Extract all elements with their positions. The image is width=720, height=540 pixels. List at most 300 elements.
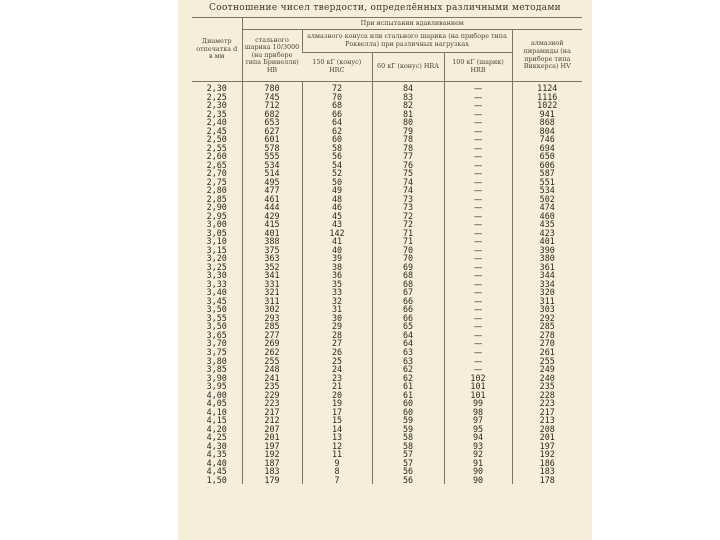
cell-hv: 423	[512, 229, 582, 238]
cell-diameter: 2,75	[206, 176, 227, 187]
cell-hrc: 66	[302, 110, 372, 119]
cell-diameter: 2,45	[206, 125, 227, 136]
cell-hrc: 39	[302, 254, 372, 263]
cell-hrb: —	[444, 322, 512, 331]
cell-diameter: 4,40	[206, 457, 227, 468]
cell-hv: 694	[512, 144, 582, 153]
cell-hv: 1116	[512, 93, 582, 102]
cell-hv: 270	[512, 339, 582, 348]
cell-hra: 63	[372, 357, 444, 366]
cell-hra: 59	[372, 425, 444, 434]
cell-hrc: 60	[302, 135, 372, 144]
cell-hra: 66	[372, 305, 444, 314]
cell-hb: 331	[242, 280, 302, 289]
cell-hv: 311	[512, 297, 582, 306]
cell-diameter: 2,60	[206, 151, 227, 162]
cell-hrb: 95	[444, 425, 512, 434]
table-row	[192, 203, 582, 212]
cell-hra: 68	[372, 271, 444, 280]
cell-hv: 606	[512, 161, 582, 170]
cell-hv: 380	[512, 254, 582, 263]
cell-hra: 74	[372, 186, 444, 195]
cell-diameter: 2,70	[206, 168, 227, 179]
cell-diameter: 4,15	[206, 415, 227, 426]
cell-hra: 66	[372, 314, 444, 323]
cell-hra: 83	[372, 93, 444, 102]
cell-hb: 578	[242, 144, 302, 153]
cell-hrb: —	[444, 254, 512, 263]
cell-hrb: —	[444, 93, 512, 102]
cell-hrb: —	[444, 297, 512, 306]
cell-hv: 228	[512, 391, 582, 400]
table-row	[192, 195, 582, 204]
cell-diameter: 2,30	[206, 100, 227, 111]
cell-hv: 334	[512, 280, 582, 289]
cell-hrb: 91	[444, 459, 512, 468]
cell-hb: 235	[242, 382, 302, 391]
cell-hrc: 8	[302, 467, 372, 476]
cell-hrb: —	[444, 357, 512, 366]
cell-hra: 78	[372, 144, 444, 153]
cell-hv: 235	[512, 382, 582, 391]
cell-hrb: 101	[444, 382, 512, 391]
cell-hv: 474	[512, 203, 582, 212]
cell-hrb: —	[444, 305, 512, 314]
cell-hb: 293	[242, 314, 302, 323]
table-row	[192, 280, 582, 289]
cell-hrb: 101	[444, 391, 512, 400]
cell-hb: 321	[242, 288, 302, 297]
cell-hra: 59	[372, 416, 444, 425]
cell-hv: 208	[512, 425, 582, 434]
cell-hra: 80	[372, 118, 444, 127]
cell-hrb: —	[444, 365, 512, 374]
cell-hrc: 43	[302, 220, 372, 229]
cell-hv: 249	[512, 365, 582, 374]
table-row	[192, 220, 582, 229]
cell-hrc: 14	[302, 425, 372, 434]
cell-hrc: 49	[302, 186, 372, 195]
table-row	[192, 416, 582, 425]
cell-hb: 302	[242, 305, 302, 314]
cell-diameter: 2,25	[206, 91, 227, 102]
cell-hra: 56	[372, 476, 444, 485]
cell-hb: 534	[242, 161, 302, 170]
cell-diameter: 1,50	[206, 474, 227, 485]
cell-hrc: 46	[302, 203, 372, 212]
cell-hrc: 12	[302, 442, 372, 451]
table-row	[192, 433, 582, 442]
cell-hra: 72	[372, 212, 444, 221]
cell-hrb: 93	[444, 442, 512, 451]
table-row	[192, 382, 582, 391]
cell-diameter: 2,80	[206, 185, 227, 196]
cell-hv: 390	[512, 246, 582, 255]
cell-hra: 58	[372, 433, 444, 442]
cell-diameter: 2,40	[206, 117, 227, 128]
cell-hb: 627	[242, 127, 302, 136]
cell-hrc: 54	[302, 161, 372, 170]
cell-hrc: 17	[302, 408, 372, 417]
cell-hra: 75	[372, 169, 444, 178]
cell-hb: 388	[242, 237, 302, 246]
header-hra: 60 кГ (конус) HRA	[372, 53, 444, 82]
cell-hrb: —	[444, 246, 512, 255]
cell-hrc: 62	[302, 127, 372, 136]
cell-hb: 495	[242, 178, 302, 187]
table-row	[192, 101, 582, 110]
cell-hb: 197	[242, 442, 302, 451]
cell-hrb: —	[444, 101, 512, 110]
cell-hra: 67	[372, 288, 444, 297]
table-row	[192, 331, 582, 340]
table-row	[192, 237, 582, 246]
cell-diameter: 2,90	[206, 202, 227, 213]
cell-hrc: 142	[302, 229, 372, 238]
cell-hra: 70	[372, 246, 444, 255]
table-row	[192, 425, 582, 434]
table-row	[192, 246, 582, 255]
cell-diameter: 4,10	[206, 406, 227, 417]
table-row	[192, 374, 582, 383]
cell-hrb: —	[444, 178, 512, 187]
cell-hb: 682	[242, 110, 302, 119]
cell-diameter: 3,40	[206, 287, 227, 298]
cell-hra: 66	[372, 297, 444, 306]
cell-hv: 183	[512, 467, 582, 476]
cell-hrc: 52	[302, 169, 372, 178]
cell-hb: 269	[242, 339, 302, 348]
cell-hv: 217	[512, 408, 582, 417]
cell-hv: 650	[512, 152, 582, 161]
cell-diameter: 3,95	[206, 381, 227, 392]
cell-hb: 241	[242, 374, 302, 383]
cell-hb: 229	[242, 391, 302, 400]
cell-hra: 82	[372, 101, 444, 110]
cell-hrb: —	[444, 127, 512, 136]
cell-hb: 780	[242, 82, 302, 93]
cell-hra: 58	[372, 442, 444, 451]
table-row	[192, 161, 582, 170]
cell-diameter: 3,25	[206, 261, 227, 272]
header-group-top: При испытании вдавливанием	[242, 18, 582, 30]
cell-diameter: 3,45	[206, 295, 227, 306]
table-row	[192, 314, 582, 323]
cell-hb: 653	[242, 118, 302, 127]
cell-hv: 534	[512, 186, 582, 195]
cell-hrb: 98	[444, 408, 512, 417]
cell-hv: 868	[512, 118, 582, 127]
table-row	[192, 322, 582, 331]
cell-hra: 64	[372, 339, 444, 348]
cell-hv: 435	[512, 220, 582, 229]
cell-hv: 278	[512, 331, 582, 340]
cell-hrc: 24	[302, 365, 372, 374]
cell-hrb: —	[444, 152, 512, 161]
cell-hra: 62	[372, 365, 444, 374]
cell-hrc: 27	[302, 339, 372, 348]
cell-hv: 502	[512, 195, 582, 204]
cell-hrb: —	[444, 203, 512, 212]
table-row	[192, 459, 582, 468]
cell-hrb: —	[444, 135, 512, 144]
cell-hrb: —	[444, 220, 512, 229]
cell-hrb: —	[444, 339, 512, 348]
cell-hra: 64	[372, 331, 444, 340]
cell-hb: 262	[242, 348, 302, 357]
cell-hrc: 45	[302, 212, 372, 221]
table-row	[192, 339, 582, 348]
cell-hrc: 21	[302, 382, 372, 391]
header-group-sub: алмазного конуса или стального шарика (на приборе типа Роквелла) при различных нагрузках	[302, 30, 512, 53]
table-row	[192, 82, 582, 93]
cell-diameter: 4,25	[206, 432, 227, 443]
cell-hv: 1124	[512, 82, 582, 93]
cell-hb: 187	[242, 459, 302, 468]
cell-hv: 261	[512, 348, 582, 357]
cell-hrb: —	[444, 263, 512, 272]
cell-hrc: 70	[302, 93, 372, 102]
cell-hb: 745	[242, 93, 302, 102]
cell-hra: 77	[372, 152, 444, 161]
cell-diameter: 3,85	[206, 364, 227, 375]
cell-hrc: 40	[302, 246, 372, 255]
cell-hrc: 11	[302, 450, 372, 459]
cell-diameter: 3,55	[206, 312, 227, 323]
cell-diameter: 2,50	[206, 134, 227, 145]
cell-diameter: 3,65	[206, 329, 227, 340]
cell-hv: 587	[512, 169, 582, 178]
cell-hrc: 50	[302, 178, 372, 187]
cell-hv: 223	[512, 399, 582, 408]
cell-hra: 73	[372, 195, 444, 204]
scanned-page	[178, 0, 592, 540]
cell-hrb: 99	[444, 399, 512, 408]
cell-diameter: 3,00	[206, 219, 227, 230]
cell-hra: 76	[372, 161, 444, 170]
cell-diameter: 3,90	[206, 372, 227, 383]
table-row	[192, 297, 582, 306]
cell-hrc: 19	[302, 399, 372, 408]
cell-hrc: 15	[302, 416, 372, 425]
cell-hv: 303	[512, 305, 582, 314]
cell-hra: 57	[372, 450, 444, 459]
cell-hb: 201	[242, 433, 302, 442]
table-row	[192, 288, 582, 297]
table-row	[192, 127, 582, 136]
header-hrc: 150 кГ (конус) HRC	[302, 53, 372, 82]
cell-hrb: 92	[444, 450, 512, 459]
cell-hb: 311	[242, 297, 302, 306]
cell-hrc: 28	[302, 331, 372, 340]
cell-diameter: 3,30	[206, 270, 227, 281]
cell-hv: 320	[512, 288, 582, 297]
header-hv: алмазной пирамиды (на приборе типа Виккерса) HV	[512, 30, 582, 82]
cell-hb: 555	[242, 152, 302, 161]
cell-hrb: 94	[444, 433, 512, 442]
cell-hra: 60	[372, 399, 444, 408]
cell-hv: 285	[512, 322, 582, 331]
cell-hrb: —	[444, 195, 512, 204]
cell-hra: 74	[372, 178, 444, 187]
cell-hra: 70	[372, 254, 444, 263]
cell-diameter: 2,95	[206, 210, 227, 221]
cell-hv: 213	[512, 416, 582, 425]
cell-hra: 61	[372, 382, 444, 391]
table-row	[192, 357, 582, 366]
cell-hv: 804	[512, 127, 582, 136]
cell-hb: 429	[242, 212, 302, 221]
cell-hb: 712	[242, 101, 302, 110]
cell-hb: 352	[242, 263, 302, 272]
hardness-table	[192, 17, 582, 484]
cell-hb: 444	[242, 203, 302, 212]
table-row	[192, 135, 582, 144]
table-row	[192, 254, 582, 263]
cell-diameter: 3,10	[206, 236, 227, 247]
cell-hv: 292	[512, 314, 582, 323]
cell-hb: 179	[242, 476, 302, 485]
table-row	[192, 408, 582, 417]
cell-hb: 477	[242, 186, 302, 195]
cell-diameter: 4,30	[206, 440, 227, 451]
cell-hrb: —	[444, 288, 512, 297]
cell-hrb: —	[444, 144, 512, 153]
table-row	[192, 178, 582, 187]
cell-hb: 461	[242, 195, 302, 204]
cell-diameter: 2,55	[206, 142, 227, 153]
cell-hv: 401	[512, 237, 582, 246]
table-row	[192, 212, 582, 221]
table-row	[192, 271, 582, 280]
cell-diameter: 3,33	[206, 278, 227, 289]
cell-hrc: 56	[302, 152, 372, 161]
table-row	[192, 229, 582, 238]
cell-hra: 71	[372, 237, 444, 246]
cell-hra: 68	[372, 280, 444, 289]
table-row	[192, 348, 582, 357]
cell-hrc: 23	[302, 374, 372, 383]
table-row	[192, 186, 582, 195]
cell-diameter: 3,70	[206, 338, 227, 349]
cell-hv: 460	[512, 212, 582, 221]
table-row	[192, 93, 582, 102]
cell-hrc: 7	[302, 476, 372, 485]
table-row	[192, 467, 582, 476]
cell-diameter: 3,50	[206, 321, 227, 332]
table-row	[192, 263, 582, 272]
cell-hrb: 90	[444, 467, 512, 476]
cell-hrc: 64	[302, 118, 372, 127]
cell-hrc: 20	[302, 391, 372, 400]
cell-diameter: 3,80	[206, 355, 227, 366]
cell-hrb: —	[444, 331, 512, 340]
cell-diameter: 4,00	[206, 389, 227, 400]
cell-hra: 79	[372, 127, 444, 136]
cell-hv: 746	[512, 135, 582, 144]
table-row	[192, 144, 582, 153]
cell-hv: 344	[512, 271, 582, 280]
cell-hb: 183	[242, 467, 302, 476]
cell-hrc: 36	[302, 271, 372, 280]
cell-hra: 84	[372, 82, 444, 93]
cell-hv: 551	[512, 178, 582, 187]
cell-diameter: 3,75	[206, 346, 227, 357]
cell-hra: 61	[372, 391, 444, 400]
cell-diameter: 3,15	[206, 244, 227, 255]
cell-hrb: —	[444, 110, 512, 119]
cell-hv: 941	[512, 110, 582, 119]
cell-hv: 186	[512, 459, 582, 468]
table-row	[192, 118, 582, 127]
table-row	[192, 442, 582, 451]
table-row	[192, 169, 582, 178]
cell-hra: 62	[372, 374, 444, 383]
cell-hra: 71	[372, 229, 444, 238]
cell-hra: 57	[372, 459, 444, 468]
cell-hrc: 30	[302, 314, 372, 323]
cell-hrc: 33	[302, 288, 372, 297]
cell-hrc: 32	[302, 297, 372, 306]
cell-hv: 361	[512, 263, 582, 272]
cell-hrb: —	[444, 314, 512, 323]
cell-hb: 341	[242, 271, 302, 280]
table-row	[192, 476, 582, 485]
cell-hv: 192	[512, 450, 582, 459]
cell-hrc: 31	[302, 305, 372, 314]
cell-hra: 63	[372, 348, 444, 357]
cell-diameter: 3,50	[206, 304, 227, 315]
cell-hrc: 41	[302, 237, 372, 246]
cell-hrb: —	[444, 237, 512, 246]
cell-hrb: 97	[444, 416, 512, 425]
cell-hb: 192	[242, 450, 302, 459]
cell-diameter: 2,35	[206, 108, 227, 119]
cell-hrc: 58	[302, 144, 372, 153]
table-row	[192, 110, 582, 119]
table-row	[192, 450, 582, 459]
cell-hra: 69	[372, 263, 444, 272]
table-row	[192, 152, 582, 161]
table-row	[192, 391, 582, 400]
cell-hv: 178	[512, 476, 582, 485]
cell-hrc: 29	[302, 322, 372, 331]
cell-hv: 1022	[512, 101, 582, 110]
cell-hb: 212	[242, 416, 302, 425]
cell-hrc: 68	[302, 101, 372, 110]
cell-hrb: —	[444, 212, 512, 221]
cell-hb: 514	[242, 169, 302, 178]
cell-hrc: 13	[302, 433, 372, 442]
cell-hb: 601	[242, 135, 302, 144]
cell-hb: 255	[242, 357, 302, 366]
cell-diameter: 4,35	[206, 449, 227, 460]
cell-hb: 401	[242, 229, 302, 238]
header-row-1	[192, 18, 582, 30]
cell-hrc: 38	[302, 263, 372, 272]
cell-hrb: —	[444, 348, 512, 357]
cell-hb: 277	[242, 331, 302, 340]
cell-hv: 201	[512, 433, 582, 442]
header-hrb: 100 кГ (шарик) HRB	[444, 53, 512, 82]
cell-hb: 375	[242, 246, 302, 255]
cell-diameter: 4,20	[206, 423, 227, 434]
cell-hrb: —	[444, 161, 512, 170]
cell-hrb: 90	[444, 476, 512, 485]
header-hb: стального шарика 10/3000 (на приборе типа Бринелля) HB	[242, 30, 302, 82]
cell-hrc: 48	[302, 195, 372, 204]
cell-hra: 78	[372, 135, 444, 144]
